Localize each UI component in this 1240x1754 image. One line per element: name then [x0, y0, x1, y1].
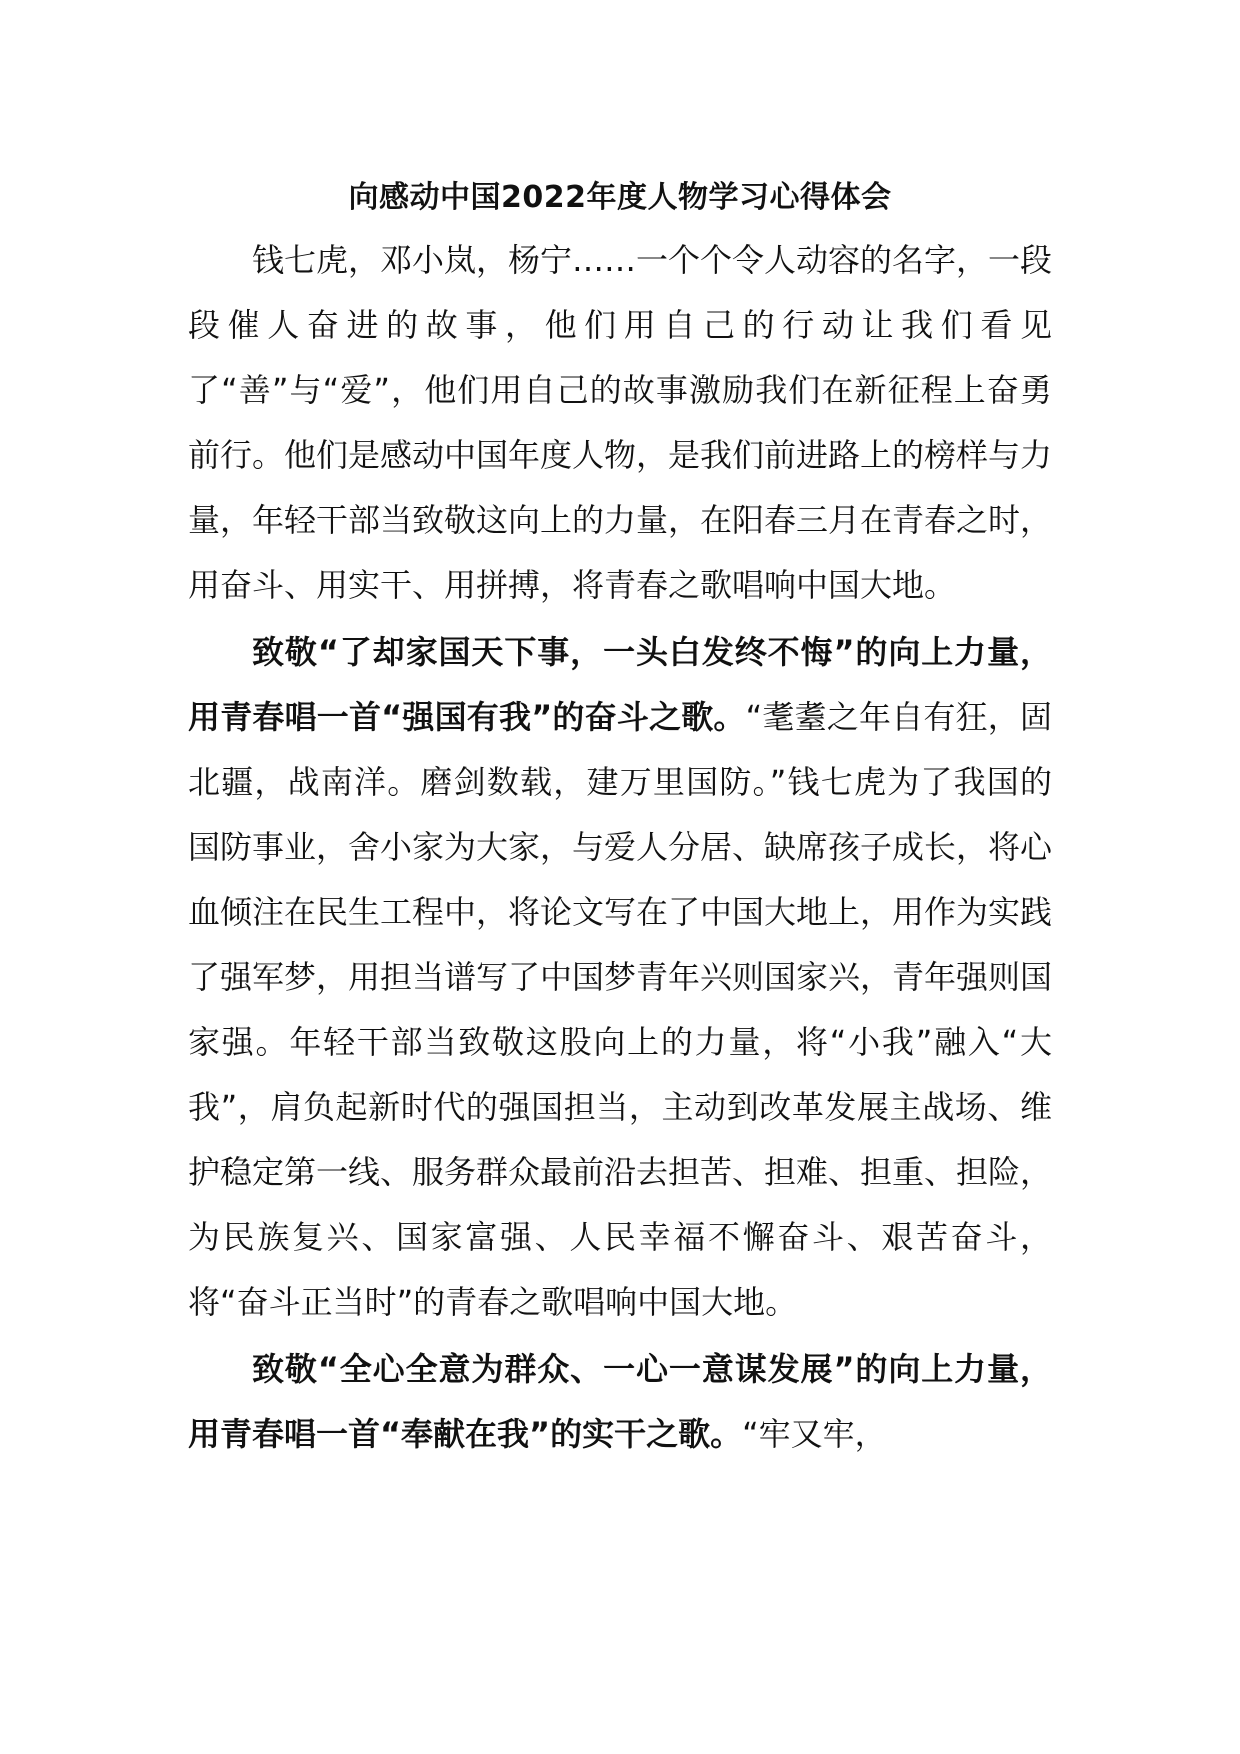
- paragraph-lead: 致敬“了却家国天下事，一头白发终不悔”的向上力量，用青春唱一首“强国有我”的奋斗之歌。: [188, 633, 1052, 736]
- paragraph-qian-qihu: [188, 620, 1052, 1335]
- paragraph-text: “牢又牢，: [742, 1415, 887, 1453]
- paragraph-text: “耄耋之年自有狂，固北疆，战南洋。磨剑数载，建万里国防。”钱七虎为了我国的国防事业，舍小家为大家，与爱人分居、缺席孩子成长，将心血倾注在民生工程中，将论文写在了中国大地上，用作为实践了强军梦，用担当谱写了中国梦青年兴则国家兴，青年强则国家强。年轻干部当致敬这股向上的力量，将“小我”融入“大我”，肩负起新时代的强国担当，主动到改革发展主战场、维护稳定第一线、服务群众最前沿去担苦、担难、担重、担险，为民族复兴、国家富强、人民幸福不懈奋斗、艰苦奋斗，将“奋斗正当时”的青春之歌唱响中国大地。: [188, 698, 1053, 1321]
- paragraph-intro: [188, 228, 1052, 618]
- paragraph-serve-masses: [188, 1337, 1052, 1467]
- paragraph-lead: 致敬“全心全意为群众、一心一意谋发展”的向上力量，用青春唱一首“奉献在我”的实干之歌。: [188, 1350, 1052, 1453]
- document-title: 向感动中国2022年度人物学习心得体会: [348, 180, 892, 215]
- document-page: [188, 168, 1052, 1467]
- paragraph-text: 钱七虎，邓小岚，杨宁……一个个令人动容的名字，一段段催人奋进的故事，他们用自己的行动让我们看见了“善”与“爱”，他们用自己的故事激励我们在新征程上奋勇前行。他们是感动中国年度人物，是我们前进路上的榜样与力量，年轻干部当致敬这向上的力量，在阳春三月在青春之时，用奋斗、用实干、用拼搏，将青春之歌唱响中国大地。: [188, 241, 1053, 604]
